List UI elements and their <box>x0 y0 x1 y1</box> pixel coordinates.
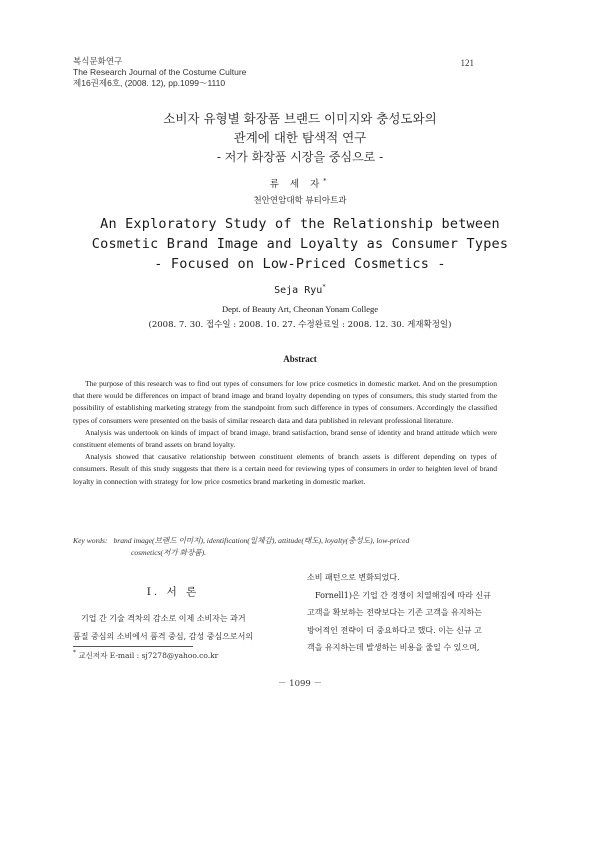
page-number-bottom: － 1099 － <box>277 679 323 689</box>
right-col-line-3: 고객을 확보하는 전략보다는 기존 고객을 유지하는 <box>307 608 483 617</box>
korean-author-mark: * <box>323 177 331 185</box>
english-author-mark: * <box>322 283 326 291</box>
english-title-line-1: An Exploratory Study of the Relationship between <box>100 216 500 232</box>
page-number-top: 121 <box>460 58 474 68</box>
english-title-line-3: - Focused on Low-Priced Cosmetics - <box>154 256 446 272</box>
english-title-line-2: Cosmetic Brand Image and Loyalty as Consumer Types <box>91 236 509 252</box>
keywords-line-1: brand image(브랜드 이미지), identification(일체감), attitude(태도), loyalty(충성도), low-priced <box>113 536 410 545</box>
journal-header <box>73 56 246 89</box>
abstract-paragraph-2: Analysis was undertook on kinds of impact of brand image, brand satisfaction, brand sense of identity and brand attitude which were constituent elements of brand assets on brand loyalty. <box>73 427 497 450</box>
korean-author <box>0 176 600 190</box>
korean-title-line-1: 소비자 유형별 화장품 브랜드 이미지와 충성도와의 <box>163 111 437 126</box>
english-affiliation: Dept. of Beauty Art, Cheonan Yonam College <box>221 304 379 314</box>
footnote-text: 교신저자 E-mail : sj7278@yahoo.co.kr <box>78 651 219 660</box>
volume-info: 제16권제6호, (2008. 12), pp.1099～1110 <box>73 78 226 88</box>
section-heading-introduction: Ⅰ. 서 론 <box>146 586 200 598</box>
keywords <box>73 535 497 559</box>
english-author-name: Seja Ryu <box>274 285 323 296</box>
abstract-heading: Abstract <box>283 354 317 364</box>
body-left-column <box>73 610 275 645</box>
abstract-paragraph-3: Analysis showed that causative relationship between constituent elements of branch assets is different depending on types of consumers. Result of this study suggests that there is a certain need for reviewing types of consumers in order to heighten level of brand loyalty in connection with strategy for low price cosmetics brand marketing in domestic market. <box>73 452 497 486</box>
footnote <box>73 650 218 661</box>
keywords-line-2: cosmetics(저가 화장품). <box>131 548 207 558</box>
right-col-line-1: 소비 패턴으로 변화되었다. <box>307 573 400 582</box>
right-col-line-5: 객을 유지하는데 발생하는 비용을 줄일 수 있으며, <box>307 643 480 652</box>
left-col-line-1: 기업 간 기술 격차의 감소로 이제 소비자는 과거 <box>81 614 246 623</box>
korean-affiliation: 천안연암대학 뷰티아트과 <box>253 196 347 206</box>
abstract-body <box>73 378 497 488</box>
abstract-paragraph-1: The purpose of this research was to find out types of consumers for low price cosmetics in domestic market. And on the presumption that there would be differences on impact of brand image and brand loyalty depending on types of consumers, this study started from the possibility of establishing marketing strategy from the standpoint from such difference in types of consumers. Accordingly the classified types of consumers were presented on the basis of similar research data and data published in relevant professional literature. <box>73 379 497 425</box>
korean-author-name: 류 세 자 <box>269 179 324 190</box>
left-col-line-2: 품질 중심의 소비에서 품격 중심, 감성 중심으로서의 <box>73 631 254 641</box>
keywords-label: Key words: <box>73 536 108 545</box>
english-author <box>0 285 600 296</box>
right-col-line-2: Fornell1)은 기업 간 경쟁이 치열해짐에 따라 신규 <box>315 590 491 600</box>
body-right-column <box>307 569 499 657</box>
right-col-line-4: 방어적인 전략이 더 중요하다고 했다. 이는 신규 고 <box>307 625 482 635</box>
footnote-mark: * <box>73 649 76 657</box>
journal-name-korean: 복식문화연구 <box>73 56 123 66</box>
submission-dates: (2008. 7. 30. 접수일 : 2008. 10. 27. 수정완료일 : 2008. 12. 30. 게재확정일) <box>148 320 452 330</box>
korean-title-line-2: 관계에 대한 탐색적 연구 <box>233 130 367 145</box>
korean-title-line-3: - 저가 화장품 시장을 중심으로 - <box>216 150 384 164</box>
journal-name-english: The Research Journal of the Costume Culture <box>73 67 247 77</box>
footnote-divider <box>73 646 193 647</box>
